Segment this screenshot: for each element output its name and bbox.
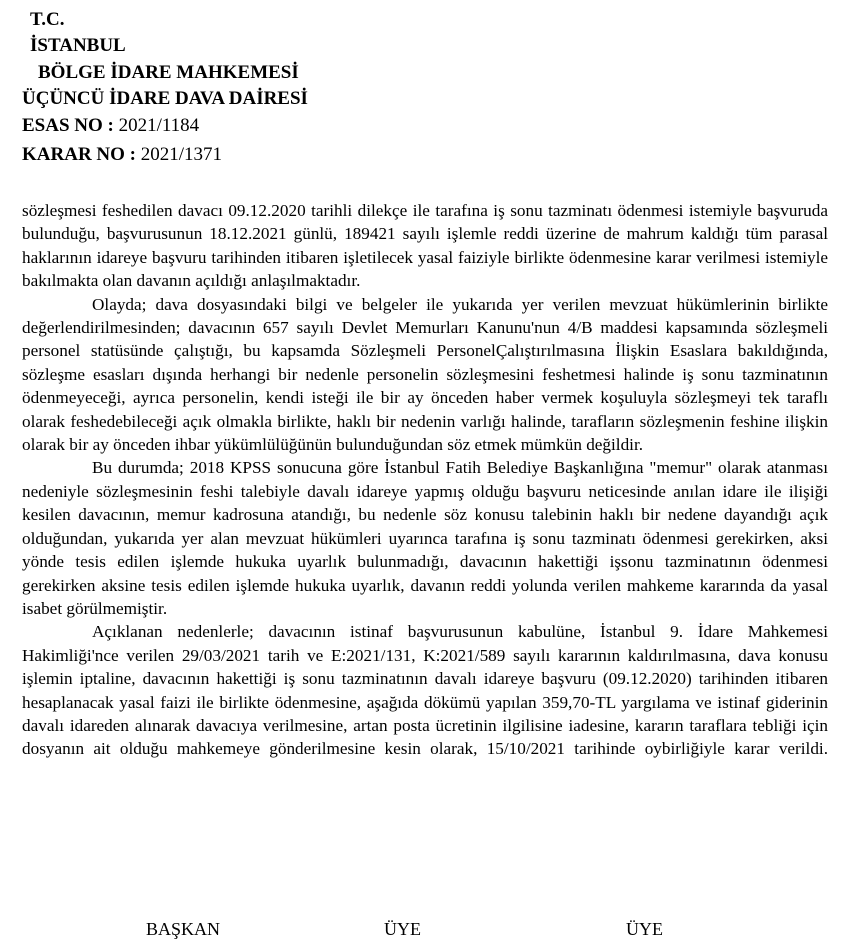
signature-baskan: BAŞKAN <box>146 919 221 939</box>
karar-value: 2021/1371 <box>140 144 223 165</box>
paragraph-4: Açıklanan nedenlerle; davacının istinaf başvurusunun kabulüne, İstanbul 9. İdare Mahkemesi Hakimliği'nce verilen 29/03/2021 tarih ve E:2021/131, K:2021/589 sayılı kararının kaldırılmasına, dava konusu işlemin iptaline, davacının hakettiği iş sonu tazminatının davalı idareye başvuru (09.12.2020) tarihinden itibaren hesaplanacak yasal faizi ile birlikte ödenmesine, aşağıda dökümü yapılan 359,70-TL yargılama ve istinaf giderinin davalı idareden alınarak davacıya verilmesine, artan posta ücretinin ilgilisine iadesine, kararın taraflara tebliği için dosyanın ait olduğu mahkemeye gönderilmesine kesin olarak, 15/10/2021 tarihinde oybirliğiyle karar verildi. <box>22 622 828 759</box>
header-city: İSTANBUL <box>30 35 126 56</box>
signature-uye-1: ÜYE <box>384 919 421 939</box>
header-court: BÖLGE İDARE MAHKEMESİ <box>38 62 299 83</box>
paragraph-2: Olayda; dava dosyasındaki bilgi ve belgeler ile yukarıda yer verilen mevzuat hükümlerinin birlikte değerlendirilmesinden; davacının 657 sayılı Devlet Memurları Kanunu'nun 4/B maddesi kapsamında sözleşmeli personel statüsünde çalıştığı, bu kapsamda Sözleşmeli PersonelÇalıştırılmasına İlişkin Esaslara bakıldığında, sözleşme esasları dışında herhangi bir nedenle personelin sözleşmesini feshetmesi halinde iş sonu tazminatının ödenmeyeceği, ayrıca personelin, kendi isteği ile bir ay önceden haber vermek koşuluyla sözleşmeyi tek taraflı olarak feshedebileceği açık olmakla birlikte, haklı bir nedenin varlığı halinde, tarafların sözleşmenin feshine ilişkin olarak bir ay önceden ihbar yükümlülüğünün bulunduğundan söz etmek mümkün değildir. <box>22 294 828 455</box>
signature-uye-2: ÜYE <box>626 919 663 939</box>
esas-value: 2021/1184 <box>118 115 200 136</box>
karar-no <box>22 143 222 167</box>
karar-label: KARAR NO : <box>22 144 136 165</box>
decision-body <box>22 199 828 761</box>
header-chamber: ÜÇÜNCÜ İDARE DAVA DAİRESİ <box>22 88 308 109</box>
header-tc: T.C. <box>30 9 65 30</box>
paragraph-3: Bu durumda; 2018 KPSS sonucuna göre İstanbul Fatih Belediye Başkanlığına "memur" olarak atanması nedeniyle sözleşmesinin feshi talebiyle davalı idareye yapmış olduğu başvuru neticesinde anılan idare ile ilişiği kesilen davacının, memur kadrosuna atandığı, bu nedenle söz konusu talebinin haklı bir nedene dayandığı açık olduğundan, yukarıda yer alan mevzuat hükümleri uyarınca tarafına iş sonu tazminatı ödenmesi gerekirken, aksi yönde tesis edilen işlemde hukuka uyarlık bulunmadığı, davacının hakettiği işsonu tazminatının ödenmesi gerekirken aksine tesis edilen işlemde hukuka uyarlık, davanın reddi yolunda verilen mahkeme kararında da yasal isabet görülmemiştir. <box>22 458 828 618</box>
esas-no <box>22 114 199 138</box>
esas-label: ESAS NO : <box>22 115 114 136</box>
paragraph-1: sözleşmesi feshedilen davacı 09.12.2020 tarihli dilekçe ile tarafına iş sonu tazminatı ödenmesi istemiyle başvuruda bulunduğu, başvurusunun 18.12.2021 günlü, 189421 sayılı işlemle reddi üzerine de mahrum kaldığı tüm parasal haklarının idareye başvuru tarihinden itibaren işletilecek yasal faiziyle birlikte ödenmesine karar verilmesi istemiyle bakılmakta olan davanın açıldığı anlaşılmaktadır. <box>22 201 828 291</box>
